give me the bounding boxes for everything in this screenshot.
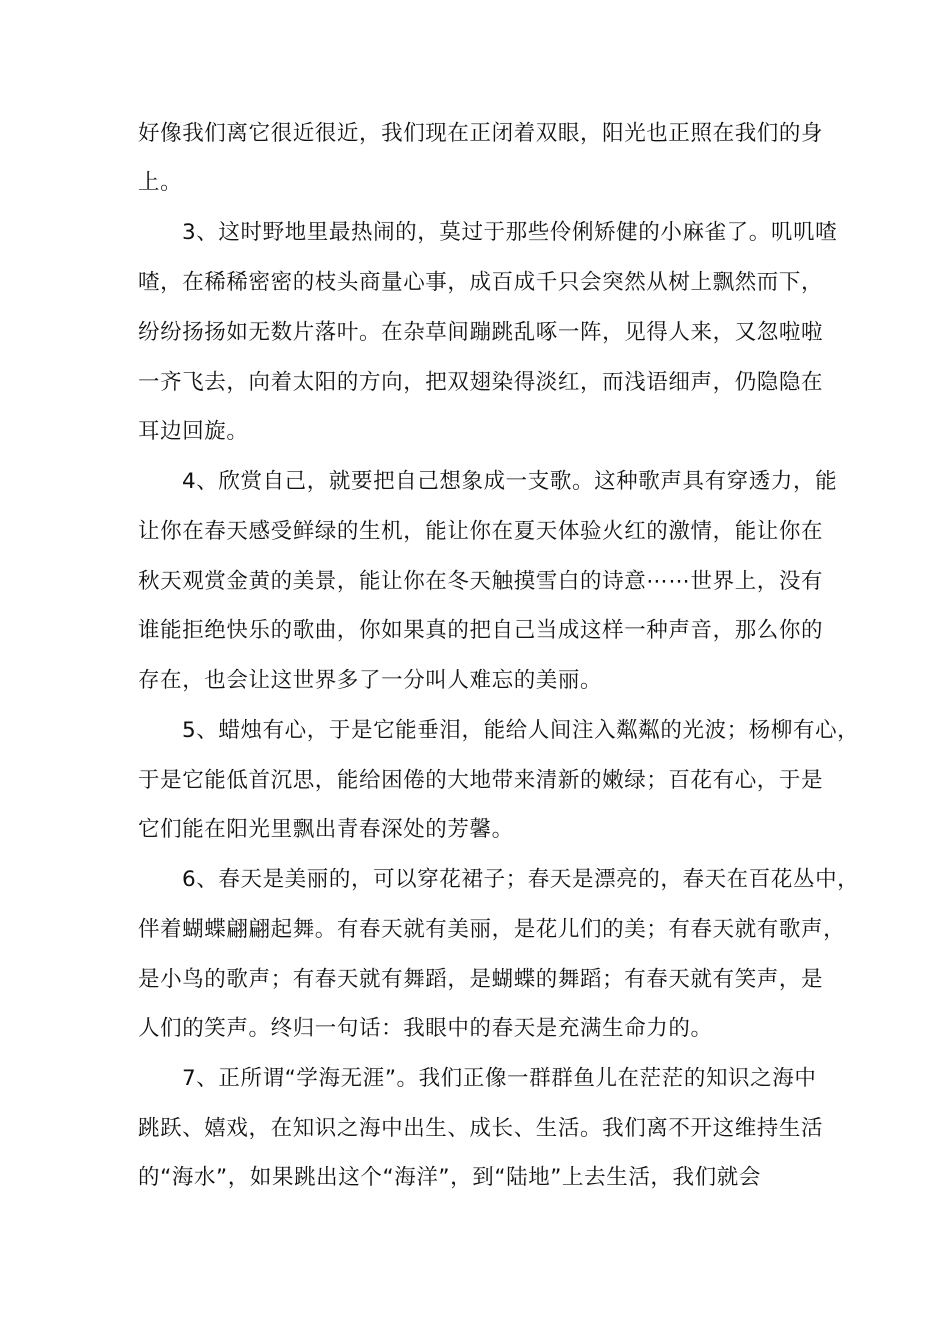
- text-line: 存在，也会让这世界多了一分叫人难忘的美丽。: [138, 668, 603, 693]
- text-line: 纷纷扬扬如无数片落叶。在杂草间蹦跳乱啄一阵，见得人来，又忽啦啦: [138, 320, 824, 345]
- text-line: 于是它能低首沉思，能给困倦的大地带来清新的嫩绿；百花有心，于是: [138, 768, 824, 793]
- paragraph-5-start: 5、蜡烛有心，于是它能垂泪，能给人间注入粼粼的光波；杨柳有心，: [182, 718, 860, 743]
- text-line: 谁能拒绝快乐的歌曲，你如果真的把自己当成这样一种声音，那么你的: [138, 618, 824, 643]
- paragraph-4-start: 4、欣赏自己，就要把自己想象成一支歌。这种歌声具有穿透力，能: [182, 469, 838, 494]
- text-line: 跳跃、嬉戏，在知识之海中出生、成长、生活。我们离不开这维持生活: [138, 1116, 824, 1141]
- text-line: 它们能在阳光里飘出青春深处的芳馨。: [138, 817, 514, 842]
- text-line: 好像我们离它很近很近，我们现在正闭着双眼，阳光也正照在我们的身: [138, 121, 824, 146]
- paragraph-7-start: 7、正所谓“学海无涯”。我们正像一群群鱼儿在茫茫的知识之海中: [182, 1066, 817, 1091]
- paragraph-3-start: 3、这时野地里最热闹的，莫过于那些伶俐矫健的小麻雀了。叽叽喳: [182, 220, 838, 245]
- text-line: 耳边回旋。: [138, 419, 249, 444]
- text-line: 是小鸟的歌声；有春天就有舞蹈，是蝴蝶的舞蹈；有春天就有笑声，是: [138, 967, 824, 992]
- text-line: 人们的笑声。终归一句话：我眼中的春天是充满生命力的。: [138, 1016, 713, 1041]
- text-line: 伴着蝴蝶翩翩起舞。有春天就有美丽，是花儿们的美；有春天就有歌声，: [138, 917, 846, 942]
- text-line: 让你在春天感受鲜绿的生机，能让你在夏天体验火红的激情，能让你在: [138, 519, 824, 544]
- text-line: 喳，在稀稀密密的枝头商量心事，成百成千只会突然从树上飘然而下，: [138, 270, 824, 295]
- text-line: 的“海水”，如果跳出这个“海洋”，到“陆地”上去生活，我们就会: [138, 1165, 761, 1190]
- paragraph-6-start: 6、春天是美丽的，可以穿花裙子；春天是漂亮的，春天在百花丛中，: [182, 867, 860, 892]
- text-line: 上。: [138, 170, 183, 195]
- text-line: 秋天观赏金黄的美景，能让你在冬天触摸雪白的诗意⋯⋯世界上，没有: [138, 569, 824, 594]
- text-line: 一齐飞去，向着太阳的方向，把双翅染得淡红，而浅语细声，仍隐隐在: [138, 370, 824, 395]
